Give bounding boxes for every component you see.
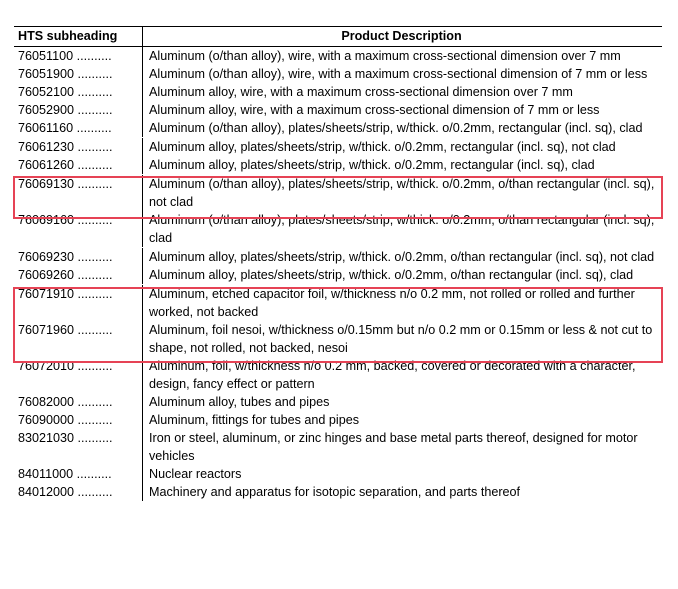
product-description: Aluminum (o/than alloy), plates/sheets/strip, w/thick. o/0.2mm, rectangular (incl. sq), clad	[142, 119, 662, 137]
product-description: Aluminum (o/than alloy), wire, with a maximum cross-sectional dimension over 7 mm	[142, 47, 662, 65]
product-description: Aluminum alloy, plates/sheets/strip, w/thick. o/0.2mm, rectangular (incl. sq), not clad	[142, 138, 662, 156]
table-row	[14, 211, 662, 247]
product-description: Aluminum (o/than alloy), plates/sheets/strip, w/thick. o/0.2mm, o/than rectangular (incl. sq), clad	[142, 211, 662, 247]
hts-code: 76071960 ..........	[18, 323, 113, 337]
table-row	[14, 266, 662, 284]
product-description: Aluminum, foil, w/thickness n/o 0.2 mm, backed, covered or decorated with a character, design, fancy effect or pattern	[142, 357, 662, 393]
table-row	[14, 411, 662, 429]
product-description: Aluminum, foil nesoi, w/thickness o/0.15mm but n/o 0.2 mm or 0.15mm or less & not cut to shape, not rolled, not backed, nesoi	[142, 321, 662, 357]
product-description: Aluminum (o/than alloy), plates/sheets/strip, w/thick. o/0.2mm, o/than rectangular (incl. sq), not clad	[142, 175, 662, 211]
hts-code: 76061230 ..........	[18, 140, 113, 154]
product-description: Iron or steel, aluminum, or zinc hinges and base metal parts thereof, designed for motor vehicles	[142, 429, 662, 465]
table-row	[14, 483, 662, 501]
product-description: Machinery and apparatus for isotopic separation, and parts thereof	[142, 483, 662, 501]
product-description: Aluminum alloy, wire, with a maximum cross-sectional dimension over 7 mm	[142, 83, 662, 101]
table-row	[14, 248, 662, 266]
hts-code: 76051900 ..........	[18, 67, 113, 81]
product-description: Aluminum, etched capacitor foil, w/thickness n/o 0.2 mm, not rolled or rolled and further worked, not backed	[142, 285, 662, 321]
hts-code: 76051100 ..........	[18, 49, 112, 63]
hts-code: 76069230 ..........	[18, 250, 113, 264]
table-row	[14, 393, 662, 411]
table-row	[14, 175, 662, 211]
product-description: Aluminum (o/than alloy), wire, with a maximum cross-sectional dimension of 7 mm or less	[142, 65, 662, 83]
table-row	[14, 465, 662, 483]
header-product-description: Product Description	[142, 27, 662, 46]
table-row	[14, 156, 662, 174]
table-row	[14, 65, 662, 83]
hts-code: 83021030 ..........	[18, 431, 113, 445]
table-row	[14, 138, 662, 156]
hts-code: 84012000 ..........	[18, 485, 113, 499]
product-description: Aluminum alloy, tubes and pipes	[142, 393, 662, 411]
hts-code: 76090000 ..........	[18, 413, 113, 427]
hts-code: 84011000 ..........	[18, 467, 112, 481]
hts-code: 76072010 ..........	[18, 359, 113, 373]
hts-code: 76052100 ..........	[18, 85, 113, 99]
table-row	[14, 119, 662, 137]
product-description: Aluminum alloy, wire, with a maximum cross-sectional dimension of 7 mm or less	[142, 101, 662, 119]
table-row	[14, 101, 662, 119]
product-description: Aluminum alloy, plates/sheets/strip, w/thick. o/0.2mm, rectangular (incl. sq), clad	[142, 156, 662, 174]
table-row	[14, 321, 662, 357]
table-row	[14, 47, 662, 65]
hts-table	[14, 26, 662, 501]
table-row	[14, 429, 662, 465]
hts-code: 76082000 ..........	[18, 395, 113, 409]
table-row	[14, 285, 662, 321]
header-hts-subheading: HTS subheading	[18, 29, 118, 43]
hts-code: 76069160 ..........	[18, 213, 113, 227]
product-description: Aluminum alloy, plates/sheets/strip, w/thick. o/0.2mm, o/than rectangular (incl. sq), clad	[142, 266, 662, 284]
hts-code: 76071910 ..........	[18, 287, 113, 301]
hts-code: 76069260 ..........	[18, 268, 113, 282]
hts-code: 76061260 ..........	[18, 158, 113, 172]
hts-code: 76052900 ..........	[18, 103, 113, 117]
product-description: Nuclear reactors	[142, 465, 662, 483]
hts-code: 76069130 ..........	[18, 177, 113, 191]
table-row	[14, 357, 662, 393]
product-description: Aluminum, fittings for tubes and pipes	[142, 411, 662, 429]
table-row	[14, 83, 662, 101]
table-header	[14, 26, 662, 47]
product-description: Aluminum alloy, plates/sheets/strip, w/thick. o/0.2mm, o/than rectangular (incl. sq), not clad	[142, 248, 662, 266]
hts-code: 76061160 ..........	[18, 121, 112, 135]
